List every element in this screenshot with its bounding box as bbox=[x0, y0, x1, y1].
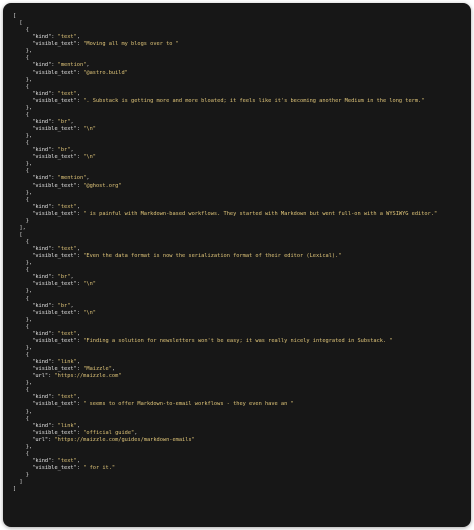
code-line bbox=[13, 246, 465, 253]
json-punctuation bbox=[13, 62, 32, 68]
json-key: "kind" bbox=[32, 422, 52, 429]
json-punctuation: , bbox=[76, 457, 81, 464]
json-punctuation: , bbox=[76, 90, 81, 97]
json-key: "visible_text" bbox=[32, 253, 77, 260]
code-line bbox=[13, 62, 465, 69]
json-key: "kind" bbox=[32, 457, 52, 464]
json-punctuation: : bbox=[51, 246, 58, 253]
code-line bbox=[13, 232, 465, 239]
json-string: "text" bbox=[57, 394, 77, 401]
json-punctuation: , bbox=[76, 203, 81, 210]
json-string: "\n" bbox=[83, 126, 96, 132]
json-punctuation: { bbox=[13, 140, 29, 147]
json-punctuation: : bbox=[51, 118, 58, 125]
json-punctuation bbox=[13, 175, 32, 181]
json-punctuation: ], bbox=[13, 224, 26, 231]
code-line bbox=[13, 394, 465, 401]
json-string: "Finding a solution for newsletters won't be easy; it was really nicely integrated in Substack. " bbox=[83, 337, 393, 344]
json-key: "kind" bbox=[32, 90, 52, 97]
json-punctuation bbox=[13, 465, 32, 471]
json-string: "official guide" bbox=[83, 429, 135, 436]
code-line bbox=[13, 211, 465, 218]
code-line bbox=[13, 112, 465, 119]
json-key: "url" bbox=[32, 436, 49, 443]
json-key: "visible_text" bbox=[32, 69, 77, 76]
code-line bbox=[13, 13, 465, 20]
json-string: "br" bbox=[57, 302, 71, 309]
json-punctuation: : bbox=[51, 203, 58, 210]
code-line bbox=[13, 288, 465, 295]
code-line bbox=[13, 331, 465, 338]
code-line bbox=[13, 154, 465, 161]
json-key: "kind" bbox=[32, 359, 52, 366]
json-key: "visible_text" bbox=[32, 97, 77, 104]
code-line bbox=[13, 70, 465, 77]
code-line bbox=[13, 133, 465, 140]
json-string: "text" bbox=[57, 203, 77, 210]
json-punctuation: : bbox=[76, 126, 84, 132]
code-line bbox=[13, 105, 465, 112]
json-punctuation: }, bbox=[13, 161, 33, 168]
json-punctuation: }, bbox=[13, 288, 33, 295]
json-string: " is painful with Markdown-based workflows. They started with Markdown but went full-on with a WYSIWYG editor." bbox=[83, 210, 438, 217]
json-key: "kind" bbox=[32, 203, 52, 210]
code-line bbox=[13, 274, 465, 281]
code-line bbox=[13, 437, 465, 444]
json-punctuation: : bbox=[76, 337, 84, 344]
code-line bbox=[13, 338, 465, 345]
json-punctuation bbox=[13, 430, 32, 436]
json-punctuation bbox=[13, 183, 32, 189]
json-punctuation: : bbox=[76, 154, 84, 161]
json-key: "visible_text" bbox=[32, 210, 77, 217]
json-punctuation bbox=[13, 98, 32, 104]
code-line bbox=[13, 98, 465, 105]
json-punctuation: }, bbox=[13, 260, 33, 267]
code-line bbox=[13, 345, 465, 352]
json-punctuation bbox=[13, 253, 32, 259]
json-punctuation: : bbox=[76, 309, 84, 316]
code-line bbox=[13, 27, 465, 34]
json-punctuation: : bbox=[51, 274, 58, 281]
json-punctuation: } bbox=[13, 472, 29, 479]
code-line bbox=[13, 324, 465, 331]
json-key: "kind" bbox=[32, 274, 52, 281]
json-string: "br" bbox=[57, 118, 71, 125]
json-punctuation: : bbox=[76, 465, 84, 471]
json-punctuation: , bbox=[111, 366, 116, 373]
json-punctuation: : bbox=[76, 41, 84, 48]
json-punctuation bbox=[13, 437, 32, 443]
json-punctuation: : bbox=[51, 62, 58, 69]
json-string: "link" bbox=[57, 359, 77, 366]
json-string: " for it." bbox=[83, 465, 116, 471]
json-string: "Moving all my blogs over to " bbox=[83, 41, 179, 48]
json-punctuation: , bbox=[86, 175, 90, 182]
json-punctuation: [ bbox=[13, 231, 23, 238]
json-punctuation bbox=[13, 394, 32, 400]
json-string: "br" bbox=[57, 274, 71, 281]
json-punctuation: : bbox=[76, 210, 84, 217]
code-line bbox=[13, 352, 465, 359]
json-key: "visible_text" bbox=[32, 429, 77, 436]
code-line bbox=[13, 55, 465, 62]
json-punctuation: { bbox=[13, 111, 29, 118]
json-punctuation bbox=[13, 338, 32, 344]
json-string: "Maizzle" bbox=[83, 366, 112, 373]
json-punctuation: , bbox=[134, 429, 138, 436]
code-line bbox=[13, 84, 465, 91]
json-punctuation bbox=[13, 147, 32, 153]
code-line bbox=[13, 359, 465, 366]
json-string: "text" bbox=[57, 330, 77, 337]
json-punctuation: : bbox=[51, 457, 58, 464]
json-punctuation: : bbox=[76, 401, 84, 408]
json-punctuation: , bbox=[76, 394, 81, 401]
json-key: "visible_text" bbox=[32, 41, 77, 48]
json-key: "visible_text" bbox=[32, 337, 77, 344]
json-punctuation: }, bbox=[13, 408, 33, 415]
json-key: "visible_text" bbox=[32, 401, 77, 408]
json-key: "url" bbox=[32, 373, 49, 380]
code-line bbox=[13, 430, 465, 437]
json-punctuation: : bbox=[76, 281, 84, 288]
json-punctuation: }, bbox=[13, 443, 33, 450]
json-punctuation bbox=[13, 34, 32, 40]
json-punctuation: : bbox=[76, 429, 84, 436]
json-punctuation: : bbox=[51, 330, 58, 337]
json-punctuation bbox=[13, 458, 32, 464]
json-punctuation: { bbox=[13, 387, 29, 394]
code-line bbox=[13, 373, 465, 380]
json-punctuation: : bbox=[76, 366, 84, 373]
json-punctuation: : bbox=[51, 394, 58, 401]
code-line bbox=[13, 458, 465, 465]
code-line bbox=[13, 317, 465, 324]
code-line bbox=[13, 296, 465, 303]
json-punctuation: , bbox=[70, 302, 74, 309]
json-string: "Even the data format is now the serialization format of their editor (Lexical)." bbox=[83, 253, 342, 260]
code-line bbox=[13, 281, 465, 288]
json-key: "visible_text" bbox=[32, 182, 77, 189]
json-punctuation bbox=[13, 211, 32, 217]
code-line bbox=[13, 451, 465, 458]
json-punctuation: : bbox=[76, 253, 84, 260]
code-line bbox=[13, 310, 465, 317]
json-punctuation: }, bbox=[13, 104, 33, 111]
json-string: "@astro.build" bbox=[83, 69, 128, 76]
code-line bbox=[13, 34, 465, 41]
json-key: "kind" bbox=[32, 147, 52, 154]
json-key: "visible_text" bbox=[32, 154, 77, 161]
code-line bbox=[13, 147, 465, 154]
json-punctuation bbox=[13, 204, 32, 210]
code-line bbox=[13, 225, 465, 232]
code-line bbox=[13, 239, 465, 246]
json-string: "text" bbox=[57, 34, 77, 41]
json-string: "https://maizzle.com" bbox=[54, 373, 122, 380]
json-key: "kind" bbox=[32, 394, 52, 401]
json-punctuation: , bbox=[70, 274, 74, 281]
json-key: "kind" bbox=[32, 62, 52, 69]
code-line bbox=[13, 140, 465, 147]
json-string: "text" bbox=[57, 457, 77, 464]
json-punctuation: { bbox=[13, 196, 29, 203]
json-key: "kind" bbox=[32, 330, 52, 337]
json-punctuation: : bbox=[51, 302, 58, 309]
json-string: "mention" bbox=[57, 175, 87, 182]
json-string: "\n" bbox=[83, 281, 96, 288]
code-line bbox=[13, 48, 465, 55]
json-punctuation: { bbox=[13, 415, 29, 422]
json-punctuation bbox=[13, 41, 32, 47]
code-line bbox=[13, 260, 465, 267]
json-punctuation bbox=[13, 401, 32, 407]
json-punctuation bbox=[13, 281, 32, 287]
code-line bbox=[13, 20, 465, 27]
code-line bbox=[13, 366, 465, 373]
code-line bbox=[13, 267, 465, 274]
json-string: "text" bbox=[57, 90, 77, 97]
json-punctuation bbox=[13, 91, 32, 97]
json-punctuation bbox=[13, 274, 32, 280]
json-punctuation: }, bbox=[13, 133, 33, 140]
code-line bbox=[13, 119, 465, 126]
code-line bbox=[13, 190, 465, 197]
json-punctuation: }, bbox=[13, 380, 33, 387]
code-line bbox=[13, 126, 465, 133]
code-line bbox=[13, 444, 465, 451]
json-key: "visible_text" bbox=[32, 366, 77, 373]
code-line bbox=[13, 380, 465, 387]
json-key: "kind" bbox=[32, 246, 52, 253]
json-punctuation bbox=[13, 246, 32, 252]
json-string: "mention" bbox=[57, 62, 87, 69]
code-line bbox=[13, 387, 465, 394]
json-punctuation: { bbox=[13, 323, 29, 330]
code-line bbox=[13, 183, 465, 190]
json-punctuation: { bbox=[13, 55, 29, 62]
json-string: "link" bbox=[57, 422, 77, 429]
json-string: ". Substack is getting more and more bloated; it feels like it's becoming another Medium in the long term." bbox=[83, 97, 425, 104]
json-punctuation bbox=[13, 303, 32, 309]
code-line bbox=[13, 416, 465, 423]
json-string: "@ghost.org" bbox=[83, 182, 122, 189]
json-key: "kind" bbox=[32, 175, 52, 182]
json-punctuation: { bbox=[13, 27, 29, 34]
json-string: "text" bbox=[57, 246, 77, 253]
json-punctuation: }, bbox=[13, 344, 33, 351]
code-line bbox=[13, 204, 465, 211]
json-punctuation bbox=[13, 366, 32, 372]
json-punctuation: , bbox=[76, 34, 81, 41]
code-line bbox=[13, 472, 465, 479]
json-punctuation: : bbox=[76, 97, 84, 104]
json-key: "kind" bbox=[32, 302, 52, 309]
json-punctuation: , bbox=[70, 118, 74, 125]
json-punctuation: : bbox=[48, 436, 55, 443]
json-string: " seems to offer Markdown-to-email workflows - they even have an " bbox=[83, 401, 294, 408]
json-punctuation bbox=[13, 359, 32, 365]
json-punctuation: ] bbox=[13, 479, 23, 486]
json-string: "\n" bbox=[83, 154, 96, 161]
json-code-block bbox=[13, 13, 465, 493]
json-punctuation: }, bbox=[13, 76, 33, 83]
code-line bbox=[13, 401, 465, 408]
json-punctuation: : bbox=[51, 359, 58, 366]
code-line bbox=[13, 77, 465, 84]
json-punctuation bbox=[13, 154, 32, 160]
json-punctuation: , bbox=[76, 359, 81, 366]
json-punctuation: : bbox=[51, 175, 58, 182]
json-punctuation bbox=[13, 373, 32, 379]
code-line bbox=[13, 303, 465, 310]
json-punctuation: }, bbox=[13, 48, 33, 55]
json-punctuation: { bbox=[13, 450, 29, 457]
json-string: "br" bbox=[57, 147, 71, 154]
json-punctuation: }, bbox=[13, 316, 33, 323]
json-punctuation: { bbox=[13, 352, 29, 358]
code-line bbox=[13, 253, 465, 260]
json-punctuation: { bbox=[13, 168, 29, 175]
json-punctuation bbox=[13, 119, 32, 125]
json-punctuation bbox=[13, 126, 32, 132]
code-line bbox=[13, 218, 465, 225]
json-punctuation: , bbox=[76, 246, 81, 253]
json-key: "visible_text" bbox=[32, 281, 77, 288]
code-line bbox=[13, 465, 465, 472]
json-punctuation bbox=[13, 70, 32, 76]
json-punctuation: : bbox=[51, 90, 58, 97]
json-punctuation: : bbox=[51, 422, 58, 429]
json-punctuation: { bbox=[13, 83, 29, 90]
json-punctuation: ] bbox=[13, 486, 17, 493]
json-punctuation: } bbox=[13, 217, 29, 224]
code-line bbox=[13, 161, 465, 168]
json-key: "visible_text" bbox=[32, 465, 77, 471]
code-line bbox=[13, 91, 465, 98]
json-punctuation: { bbox=[13, 239, 29, 245]
json-punctuation bbox=[13, 310, 32, 316]
json-punctuation bbox=[13, 423, 32, 429]
code-line bbox=[13, 168, 465, 175]
json-punctuation: [ bbox=[13, 20, 23, 27]
code-line bbox=[13, 175, 465, 182]
json-key: "visible_text" bbox=[32, 309, 77, 316]
json-punctuation: : bbox=[76, 182, 84, 189]
json-string: "\n" bbox=[83, 309, 96, 316]
code-line bbox=[13, 41, 465, 48]
json-key: "kind" bbox=[32, 34, 52, 41]
json-punctuation: : bbox=[48, 373, 55, 380]
json-key: "visible_text" bbox=[32, 126, 77, 132]
code-line bbox=[13, 486, 465, 493]
code-line bbox=[13, 423, 465, 430]
code-window bbox=[3, 3, 471, 527]
json-string: "https://maizzle.com/guides/markdown-emails" bbox=[54, 436, 195, 443]
json-punctuation: }, bbox=[13, 189, 33, 196]
json-punctuation: , bbox=[86, 62, 90, 69]
json-punctuation: { bbox=[13, 267, 29, 274]
json-key: "kind" bbox=[32, 118, 52, 125]
json-punctuation: : bbox=[51, 147, 58, 154]
code-line bbox=[13, 479, 465, 486]
code-line bbox=[13, 409, 465, 416]
code-line bbox=[13, 197, 465, 204]
json-punctuation: { bbox=[13, 295, 29, 302]
json-punctuation: [ bbox=[13, 13, 17, 19]
json-punctuation bbox=[13, 331, 32, 337]
json-punctuation: , bbox=[76, 422, 81, 429]
json-punctuation: , bbox=[70, 147, 74, 154]
json-punctuation: , bbox=[76, 330, 81, 337]
json-punctuation: : bbox=[51, 34, 58, 41]
json-punctuation: : bbox=[76, 69, 84, 76]
